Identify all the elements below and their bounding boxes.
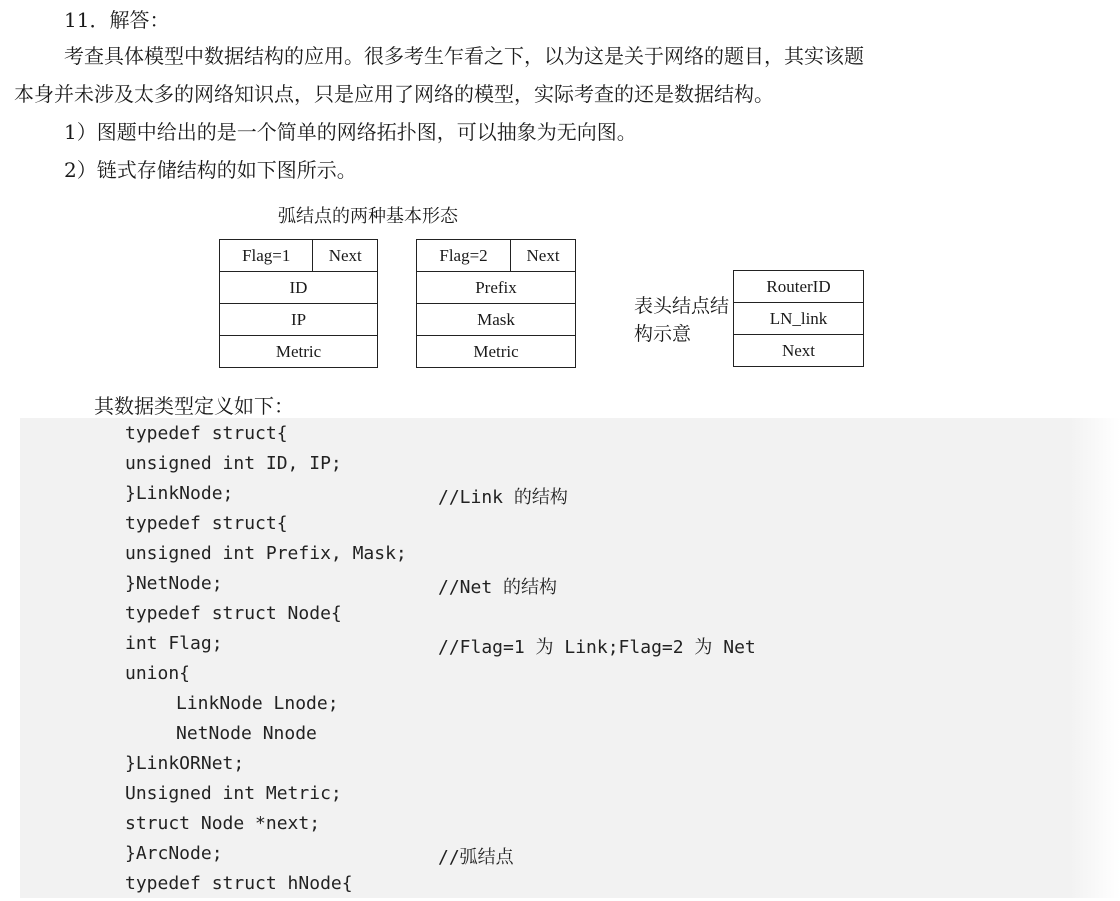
net-node-diagram [416,239,576,368]
head-node-label: 表头结点结构示意 [634,295,730,345]
code-line-7: typedef struct Node{ [125,603,342,624]
code-line-3: }LinkNode; [125,483,234,504]
net-prefix-cell: Prefix [417,272,576,304]
code-line-10: LinkNode Lnode; [176,693,339,714]
code-line-9: union{ [125,663,191,684]
net-mask-cell: Mask [417,304,576,336]
code-line-15: }ArcNode; [125,843,223,864]
code-line-5: unsigned int Prefix, Mask; [125,543,407,564]
answer-heading: 11．解答： [64,8,170,32]
net-metric-cell: Metric [417,336,576,368]
intro-line-2: 本身并未涉及太多的网络知识点，只是应用了网络的模型，实际考查的还是数据结构。 [14,82,774,106]
head-routerid-cell: RouterID [734,271,864,303]
code-line-6: }NetNode; [125,573,223,594]
code-line-4: typedef struct{ [125,513,288,534]
link-flag-cell: Flag=1 [220,240,313,272]
code-line-8: int Flag; [125,633,223,654]
code-comment-6: //Net 的结构 [438,577,558,598]
code-comment-15: //弧结点 [438,847,514,868]
head-lnlink-cell: LN_link [734,303,864,335]
code-comment-3: //Link 的结构 [438,487,568,508]
link-id-cell: ID [220,272,378,304]
link-metric-cell: Metric [220,336,378,368]
head-node-diagram [733,270,864,367]
intro-line-1: 考查具体模型中数据结构的应用。很多考生乍看之下，以为这是关于网络的题目，其实该题 [64,44,864,68]
code-line-16: typedef struct hNode{ [125,873,353,894]
code-line-13: Unsigned int Metric; [125,783,342,804]
code-line-12: }LinkORNet; [125,753,245,774]
net-next-cell: Next [511,240,576,272]
point-2: 2）链式存储结构的如下图所示。 [64,158,357,182]
code-line-1: typedef struct{ [125,423,288,444]
diagram-caption: 弧结点的两种基本形态 [278,206,458,227]
code-background-fade [1070,418,1120,898]
point-1: 1）图题中给出的是一个简单的网络拓扑图，可以抽象为无向图。 [64,120,637,144]
head-next-cell: Next [734,335,864,367]
code-line-2: unsigned int ID, IP; [125,453,342,474]
net-flag-cell: Flag=2 [417,240,511,272]
code-line-11: NetNode Nnode [176,723,317,744]
code-comment-8: //Flag=1 为 Link;Flag=2 为 Net [438,637,756,658]
code-line-14: struct Node *next; [125,813,321,834]
link-node-diagram [219,239,378,368]
definition-title: 其数据类型定义如下： [94,394,294,418]
link-ip-cell: IP [220,304,378,336]
link-next-cell: Next [313,240,378,272]
